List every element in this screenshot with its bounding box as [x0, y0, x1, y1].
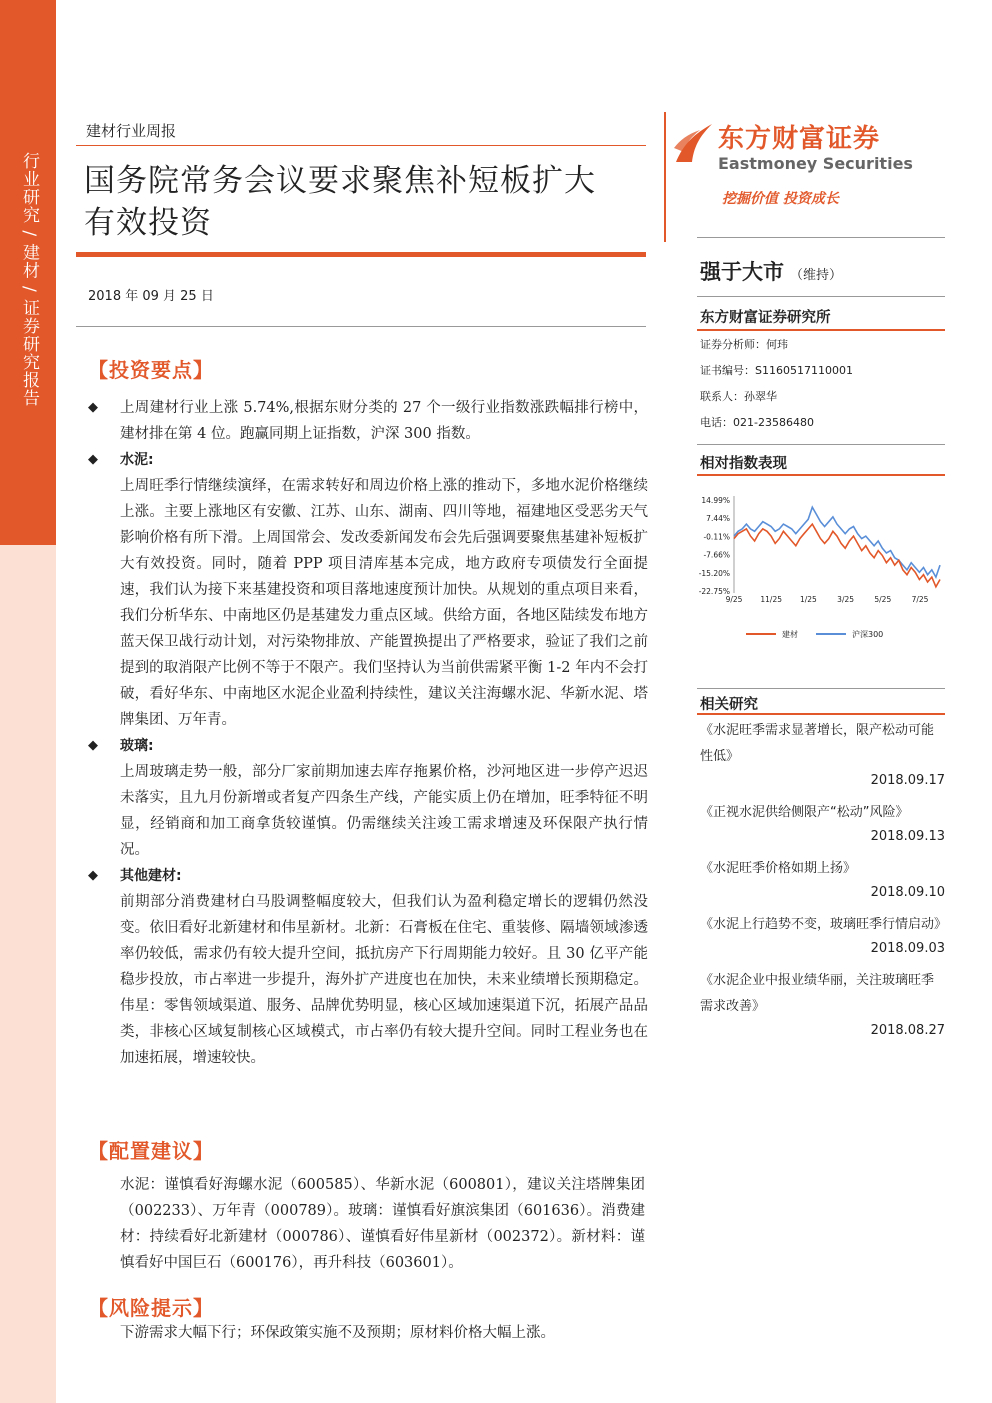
sidebar-category-label: 行业研究 / 建材 / 证券研究报告: [19, 152, 39, 408]
related-item-date: 2018.09.10: [870, 885, 945, 900]
related-item[interactable]: [700, 800, 945, 848]
left-sidebar: [0, 0, 56, 1403]
relative-index-chart: [688, 488, 948, 648]
legend-label: 沪深300: [852, 630, 884, 639]
chart-svg: [688, 488, 948, 648]
x-tick-label: 11/25: [760, 595, 783, 604]
highlight-text: 前期部分消费建材白马股调整幅度较大，但我们认为盈利稳定增长的逻辑仍然没变。依旧看好北新建材和伟星新材。北新：石膏板在住宅、重装修、隔墙领域渗透率仍较低，需求仍有较大提升空间，抵抗房产下行周期能力较好。且 30 亿平产能稳步投放，市占率进一步提升，海外扩产进度也在加快，未来业绩增长预期稳定。伟星：零售领域渠道、服务、品牌优势明显，核心区域加速渠道下沉，拓展产品品类，非核心区域复制核心区域模式，市占率仍有较大提升空间。同时工程业务也在加速拓展，增速较快。: [120, 894, 648, 1066]
related-title-rule: [697, 713, 945, 715]
legend-label: 建材: [782, 630, 798, 639]
phone: 电话：021-23586480: [700, 416, 814, 429]
y-tick-label: -15.20%: [698, 568, 730, 578]
highlight-item: [88, 447, 648, 733]
highlight-heading: 其他建材:: [120, 868, 182, 884]
brand-slogan: 挖掘价值 投资成长: [722, 191, 839, 207]
y-tick-label: -0.11%: [703, 532, 730, 542]
related-item-title[interactable]: 《水泥旺季需求显著增长，限产松动可能性低》: [700, 723, 935, 764]
rating-top-rule: [697, 237, 945, 238]
institute-rule: [697, 329, 945, 331]
highlights-body: [88, 395, 648, 1071]
highlight-item: [88, 733, 648, 863]
allocation-body: [120, 1172, 645, 1276]
y-tick-label: 7.44%: [706, 514, 730, 524]
diamond-bullet-icon: ◆: [88, 400, 98, 415]
highlight-text: 上周玻璃走势一般，部分厂家前期加速去库存拖累价格，沙河地区进一步停产迟迟未落实，且九月份新增或者复产四条生产线，产能实质上仍在增加，旺季特征不明显，经销商和加工商拿货较谨慎。仍需继续关注竣工需求增速及环保限产执行情况。: [120, 764, 648, 858]
y-tick-label: -7.66%: [703, 550, 730, 560]
rating-status: （维持）: [790, 268, 843, 283]
brand-name-en: Eastmoney Securities: [718, 154, 913, 173]
y-tick-label: 14.99%: [701, 496, 730, 505]
highlights-title: 【投资要点】: [88, 358, 214, 382]
rating: [700, 256, 842, 286]
related-research-list: [700, 718, 948, 1050]
x-tick-label: 5/25: [874, 595, 892, 604]
highlight-heading: 玻璃:: [120, 738, 154, 754]
related-item-date: 2018.08.27: [870, 1023, 945, 1038]
report-type: 建材行业周报: [86, 122, 177, 140]
contact: 联系人：孙翠华: [700, 390, 777, 403]
related-title: 相关研究: [700, 697, 758, 713]
x-tick-label: 7/25: [911, 595, 929, 604]
related-item[interactable]: [700, 856, 945, 904]
diamond-bullet-icon: ◆: [88, 452, 98, 467]
related-item-date: 2018.09.03: [870, 941, 945, 956]
chart-section-title: 相对指数表现: [700, 456, 787, 472]
x-tick-label: 3/25: [837, 595, 855, 604]
related-item[interactable]: [700, 912, 948, 960]
brand-name-cn: 东方财富证券: [718, 124, 881, 154]
risk-title: 【风险提示】: [88, 1296, 214, 1320]
report-date: 2018 年 09 月 25 日: [88, 289, 214, 304]
related-item[interactable]: [700, 968, 945, 1042]
institute-name: 东方财富证券研究所: [700, 310, 831, 326]
related-item-title[interactable]: 《水泥旺季价格如期上扬》: [700, 861, 857, 876]
series-line-沪深300: [734, 507, 940, 577]
related-item-title[interactable]: 《正视水泥供给侧限产“松动”风险》: [700, 805, 909, 820]
eastmoney-logo-icon: [672, 118, 716, 168]
related-item-date: 2018.09.13: [870, 829, 945, 844]
diamond-bullet-icon: ◆: [88, 738, 98, 753]
diamond-bullet-icon: ◆: [88, 868, 98, 883]
sidebar-light-band: [0, 545, 56, 1403]
related-item-date: 2018.09.17: [870, 773, 945, 788]
report-title-line2: 有效投资: [84, 205, 212, 241]
title-rule: [76, 252, 646, 257]
analyst: 证券分析师：何玮: [700, 338, 788, 351]
rating-label: 强于大市: [700, 260, 784, 284]
logo-divider: [664, 112, 666, 242]
risk-text: 下游需求大幅下行；环保政策实施不及预期；原材料价格大幅上涨。: [120, 1325, 555, 1341]
risk-body: [120, 1320, 645, 1346]
rating-bottom-rule: [697, 296, 945, 297]
report-title-line1: 国务院常务会议要求聚焦补短板扩大: [84, 163, 596, 199]
highlight-item: [88, 395, 648, 447]
report-title: [84, 160, 644, 244]
related-top-rule: [697, 688, 945, 689]
allocation-text: 水泥：谨慎看好海螺水泥（600585）、华新水泥（600801），建议关注塔牌集团（002233）、万年青（000789）。玻璃：谨慎看好旗滨集团（601636）。消费建材：持续看好北新建材（000786）、谨慎看好伟星新材（002372）。新材料：谨慎看好中国巨石（600176），再升科技（603601）。: [120, 1177, 645, 1271]
related-item-title[interactable]: 《水泥企业中报业绩华丽，关注玻璃旺季需求改善》: [700, 973, 935, 1014]
header-rule: [76, 145, 646, 146]
chart-top-rule: [697, 444, 945, 445]
y-tick-label: -22.75%: [698, 587, 730, 596]
highlight-item: [88, 863, 648, 1071]
series-line-建材: [734, 524, 940, 587]
related-item-title[interactable]: 《水泥上行趋势不变，玻璃旺季行情启动》: [700, 917, 948, 932]
allocation-title: 【配置建议】: [88, 1139, 214, 1163]
date-rule: [76, 326, 646, 327]
x-tick-label: 1/25: [799, 595, 817, 604]
highlight-text: 上周旺季行情继续演绎，在需求转好和周边价格上涨的推动下，多地水泥价格继续上涨。主要上涨地区有安徽、江苏、山东、湖南、四川等地，福建地区受恶劣天气影响价格有所下滑。上周国常会、发改委新闻发布会先后强调要聚焦基建补短板扩大有效投资。同时，随着 PPP 项目清库基本完成，地方政府专项债发行全面提速，我们认为接下来基建投资和项目落地速度预计加快。从规划的重点项目来看，我们分析华东、中南地区仍是基建发力重点区域。供给方面，各地区陆续发布地方蓝天保卫战行动计划，对污染物排放、产能置换提出了严格要求，验证了我们之前提到的取消限产比例不等于不限产。我们坚持认为当前供需紧平衡 1-2 年内不会打破，看好华东、中南地区水泥企业盈利持续性，建议关注海螺水泥、华新水泥、塔牌集团、万年青。: [120, 478, 648, 728]
chart-title-rule: [697, 474, 945, 476]
x-tick-label: 9/25: [725, 595, 743, 604]
highlight-text: 上周建材行业上涨 5.74%,根据东财分类的 27 个一级行业指数涨跌幅排行榜中，建材排在第 4 位。跑赢同期上证指数，沪深 300 指数。: [120, 400, 648, 442]
highlight-heading: 水泥:: [120, 452, 154, 468]
related-item[interactable]: [700, 718, 945, 792]
certificate-number: 证书编号：S1160517110001: [700, 364, 853, 377]
